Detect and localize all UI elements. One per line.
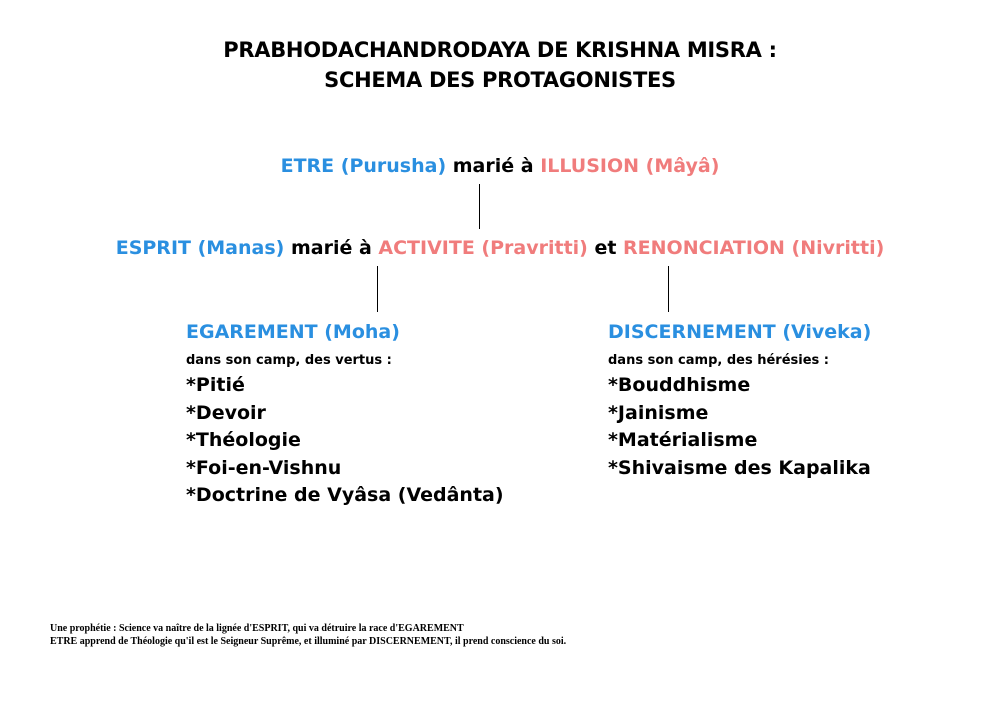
discernement-heading: DISCERNEMENT (Viveka) <box>608 321 872 343</box>
discernement-subheading: dans son camp, des hérésies : <box>608 353 829 368</box>
list-item: *Théologie <box>186 429 301 451</box>
discernement-branch <box>608 320 871 482</box>
level2-row <box>0 237 1000 259</box>
illusion-label: ILLUSION (Mâyâ) <box>540 155 720 177</box>
list-item: *Shivaisme des Kapalika <box>608 456 871 479</box>
heresies-list <box>608 372 871 482</box>
list-item: *Jainisme <box>608 401 709 424</box>
level1-row <box>0 155 1000 177</box>
egarement-branch <box>186 320 504 510</box>
list-item: *Doctrine de Vyâsa (Vedânta) <box>186 484 504 506</box>
diagram-title-line1: PRABHODACHANDRODAYA DE KRISHNA MISRA : <box>223 38 777 62</box>
marie-connector-1: marié à <box>446 155 541 177</box>
et-connector: et <box>587 237 624 259</box>
footer-notes <box>50 622 566 648</box>
list-item: *Pitié <box>186 374 245 396</box>
activite-label: ACTIVITE (Pravritti) <box>378 237 588 259</box>
diagram-title-line2: SCHEMA DES PROTAGONISTES <box>324 68 676 92</box>
footer-prophecy: Une prophétie : Science va naître de la lignée d'ESPRIT, qui va détruire la race d'EGAREMENT <box>50 623 464 634</box>
vertus-list <box>186 372 504 510</box>
connector-line-right <box>668 266 669 312</box>
list-item: *Devoir <box>186 401 266 424</box>
list-item: *Matérialisme <box>608 429 758 451</box>
renonciation-label: RENONCIATION (Nivritti) <box>623 237 885 259</box>
egarement-heading: EGAREMENT (Moha) <box>186 321 400 343</box>
connector-line-left <box>377 266 378 312</box>
footer-conclusion: ETRE apprend de Théologie qu'il est le Seigneur Suprême, et illuminé par DISCERNEMENT, il prend conscience du soi. <box>50 636 567 647</box>
list-item: *Foi-en-Vishnu <box>186 456 342 479</box>
esprit-label: ESPRIT (Manas) <box>115 237 285 259</box>
list-item: *Bouddhisme <box>608 374 751 396</box>
egarement-subheading: dans son camp, des vertus : <box>186 353 392 368</box>
connector-line-level1 <box>479 184 480 229</box>
etre-label: ETRE (Purusha) <box>280 155 447 177</box>
marie-connector-2: marié à <box>284 237 379 259</box>
